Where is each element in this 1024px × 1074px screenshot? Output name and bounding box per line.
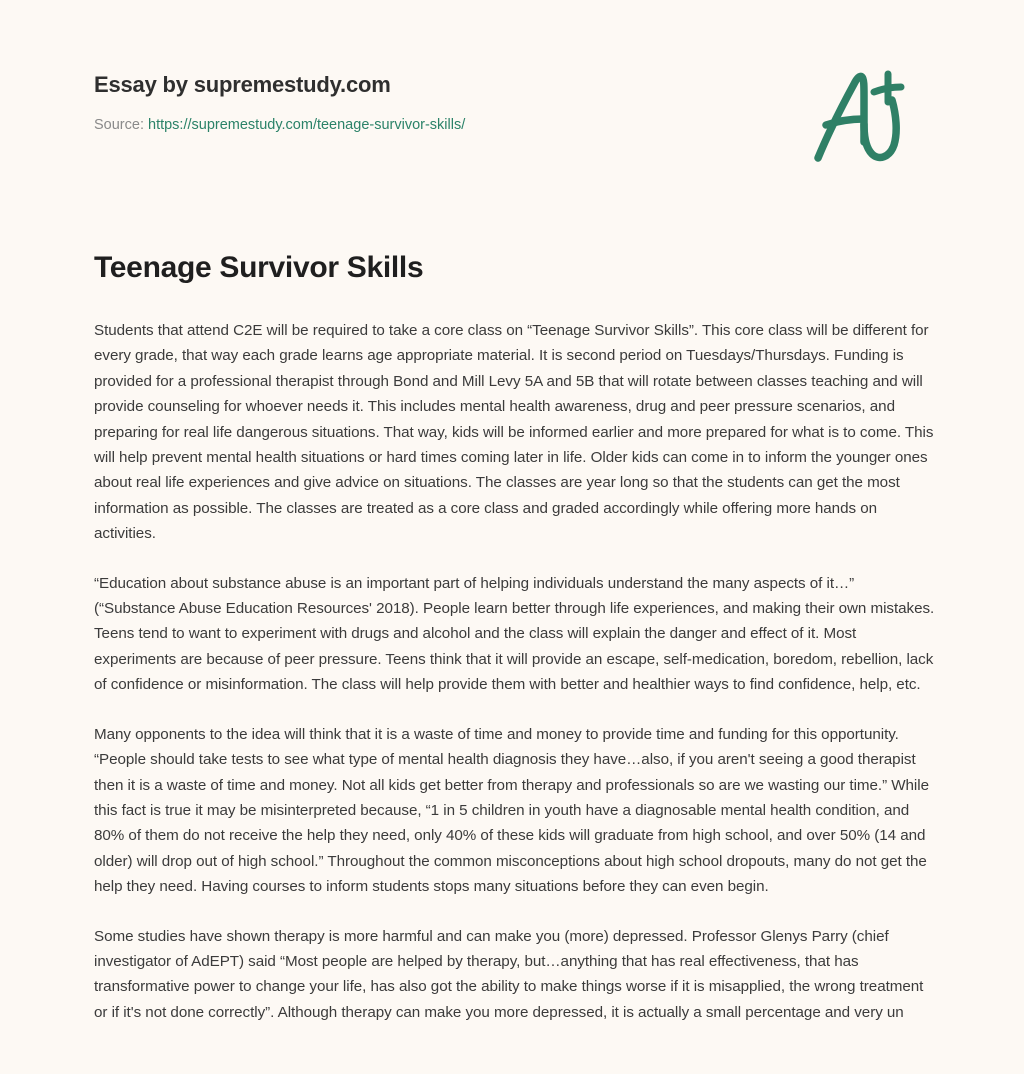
article (94, 248, 937, 1025)
source-label: Source: (94, 117, 148, 133)
page-header (94, 70, 930, 135)
source-line (94, 115, 930, 135)
a-plus-logo-icon (806, 62, 910, 170)
source-url-link[interactable]: https://supremestudy.com/teenage-survivor-skills/ (148, 117, 466, 133)
article-body (94, 318, 937, 1025)
header-title: Essay by supremestudy.com (94, 72, 391, 97)
paragraph: Many opponents to the idea will think that it is a waste of time and money to provide time and funding for this opportunity. “People should take tests to see what type of mental health diagnosis they have…also, if you aren't seeing a good therapist then it is a waste of time and money. Not all kids get better from therapy and professionals so are we wasting our time.” While this fact is true it may be misinterpreted because, “1 in 5 children in youth have a diagnosable mental health condition, and 80% of them do not receive the help they need, only 40% of these kids will graduate from high school, and over 50% (14 and older) will drop out of high school.” Throughout the common misconceptions about high school dropouts, many do not get the help they need. Having courses to inform students stops many situations before they can even begin. (94, 725, 929, 896)
paragraph: Some studies have shown therapy is more harmful and can make you (more) depressed. Professor Glenys Parry (chief investigator of AdEPT) said “Most people are helped by therapy, but…anything that has real effectiveness, that has transformative power to change your life, has also got the ability to make things worse if it is misapplied, the wrong treatment or if it's not done correctly”. Although therapy can make you more depressed, it is actually a small percentage and very un (94, 927, 924, 1021)
paragraph: “Education about substance abuse is an important part of helping individuals understand the many aspects of it…” (“Substance Abuse Education Resources' 2018). People learn better through life experiences, and making their own mistakes. Teens tend to want to experiment with drugs and alcohol and the class will explain the danger and effect of it. Most experiments are because of peer pressure. Teens think that it will provide an escape, self-medication, boredom, rebellion, lack of confidence or misinformation. The class will help provide them with better and healthier ways to find confidence, help, etc. (94, 574, 935, 694)
paragraph: Students that attend C2E will be required to take a core class on “Teenage Survivor Skills”. This core class will be different for every grade, that way each grade learns age appropriate material. It is second period on Tuesdays/Thursdays. Funding is provided for a professional therapist through Bond and Mill Levy 5A and 5B that will rotate between classes teaching and will provide counseling for whoever needs it. This includes mental health awareness, drug and peer pressure scenarios, and preparing for real life dangerous situations. That way, kids will be informed earlier and more prepared for what is to come. This will help prevent mental health situations or hard times coming later in life. Older kids can come in to inform the younger ones about real life experiences and give advice on situations. The classes are year long so that the students can get the most information as possible. The classes are treated as a core class and graded accordingly while offering more hands on activities. (94, 322, 934, 543)
page-title: Teenage Survivor Skills (94, 251, 424, 284)
